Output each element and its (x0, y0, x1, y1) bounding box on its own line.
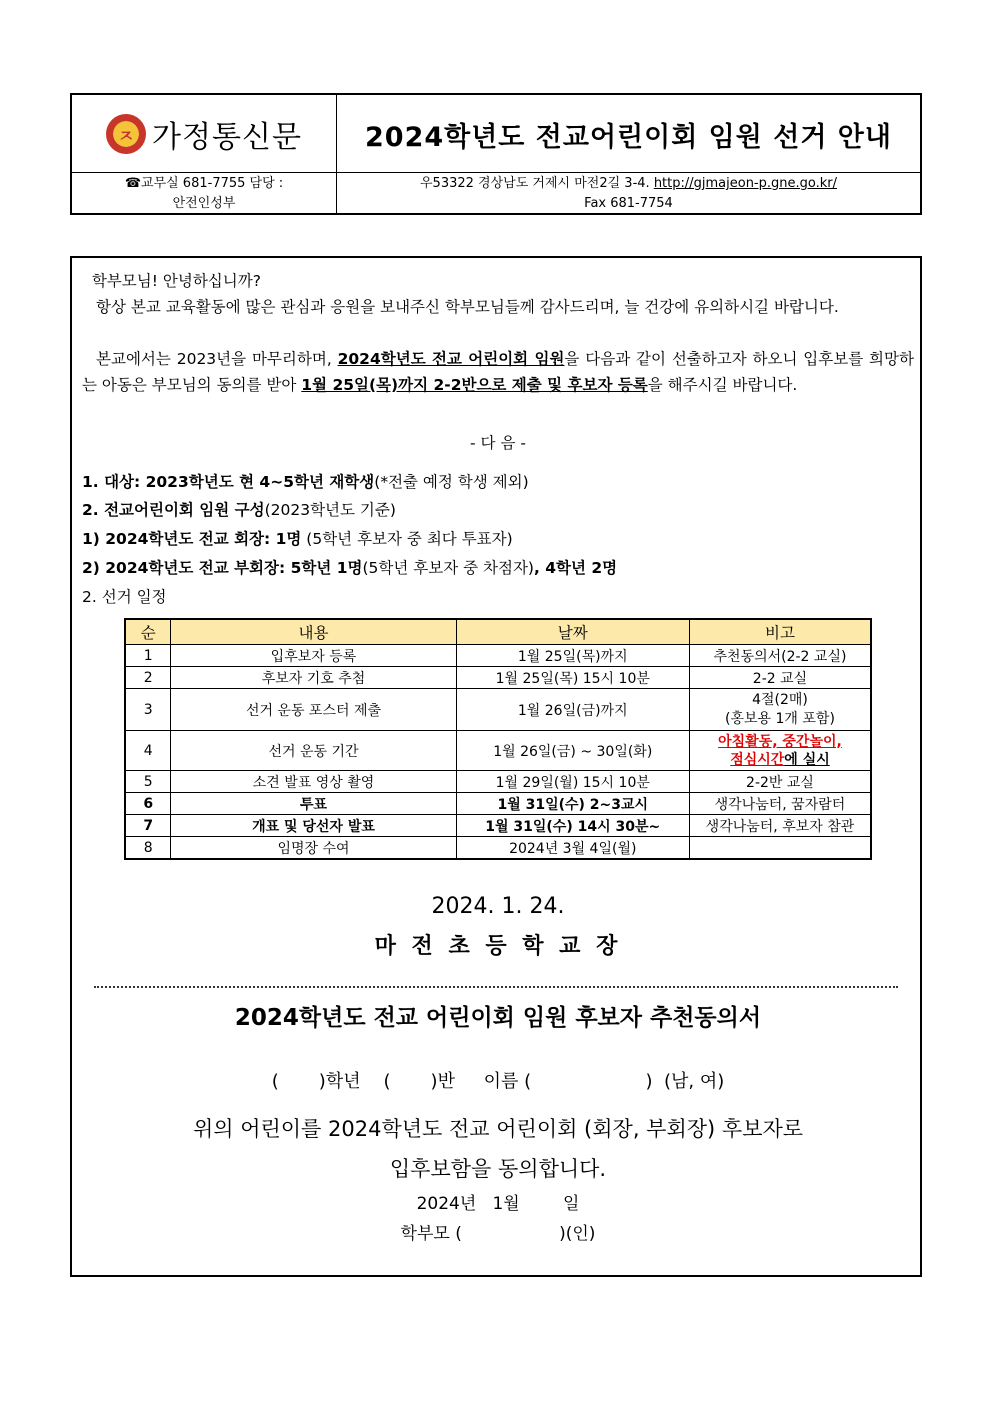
letter-body (70, 256, 922, 1277)
greeting: 학부모님! 안녕하십니까? (91, 272, 261, 290)
fax-number: Fax 681-7754 (584, 196, 673, 211)
paragraph-election: 본교에서는 2023년을 마무리하며, 2024학년도 전교 어린이회 임원을 다음과 같이 선출하고자 하오니 입후보를 희망하는 아동은 부모님의 동의를 받아 1월 25일(목)까지 2-2반으로 제출 및 후보자 등록을 해주시길 바랍니다. (82, 350, 914, 394)
item-vice-president: 2) 2024학년도 전교 부회장: 5학년 1명(5학년 후보자 중 차점자), 4학년 2명 (82, 559, 618, 577)
consent-text-1: 위의 어린이를 2024학년도 전교 어린이회 (회장, 부회장) 후보자로 (192, 1117, 804, 1141)
table-row (125, 689, 871, 731)
cell-content: 입후보자 등록 (171, 645, 456, 667)
principal-signature: 마 전 초 등 학 교 장 (374, 934, 622, 959)
col-header-content: 내용 (171, 619, 456, 645)
table-header-row (125, 619, 871, 645)
table-row (125, 667, 871, 689)
school-address (337, 173, 920, 215)
cell-content: 소견 발표 영상 촬영 (171, 771, 456, 793)
consent-date-line: 2024년 1월 일 (416, 1194, 580, 1214)
col-header-date: 날짜 (456, 619, 689, 645)
table-row (125, 771, 871, 793)
cell-no: 6 (125, 793, 171, 815)
cell-date: 1월 29일(월) 15시 10분 (456, 771, 689, 793)
newsletter-header (70, 93, 922, 215)
cell-no: 3 (125, 689, 171, 731)
consent-form-title: 2024학년도 전교 어린이회 임원 후보자 추천동의서 (234, 1005, 762, 1031)
table-row (125, 815, 871, 837)
school-emblem-icon: ㅈ (106, 114, 146, 154)
cell-date: 2024년 3월 4일(월) (456, 837, 689, 860)
cell-no: 8 (125, 837, 171, 860)
cell-note: 2-2반 교실 (689, 771, 871, 793)
cell-no: 4 (125, 731, 171, 771)
cell-date: 1월 25일(목) 15시 10분 (456, 667, 689, 689)
cell-date: 1월 31일(수) 14시 30분~ (456, 815, 689, 837)
contact-info (72, 173, 336, 215)
cell-date: 1월 25일(목)까지 (456, 645, 689, 667)
cell-note (689, 837, 871, 860)
cell-content: 임명장 수여 (171, 837, 456, 860)
cell-content: 후보자 기호 추첨 (171, 667, 456, 689)
document-title: 2024학년도 전교어린이회 임원 선거 안내 (365, 121, 892, 153)
contact-phone: ☎교무실 681-7755 담당 : (124, 176, 284, 191)
table-row (125, 731, 871, 771)
item-president: 1) 2024학년도 전교 회장: 1명 (5학년 후보자 중 최다 투표자) (82, 530, 513, 548)
next-heading: - 다 음 - (470, 434, 526, 452)
cell-note: 생각나눔터, 후보자 참관 (689, 815, 871, 837)
table-row (125, 837, 871, 860)
cell-content: 선거 운동 기간 (171, 731, 456, 771)
col-header-no: 순 (125, 619, 171, 645)
cell-date: 1월 26일(금)까지 (456, 689, 689, 731)
item-schedule-heading: 2. 선거 일정 (82, 588, 167, 606)
issue-date: 2024. 1. 24. (431, 894, 565, 919)
cell-no: 7 (125, 815, 171, 837)
logo-area (72, 95, 336, 173)
election-schedule-table (124, 618, 872, 860)
cell-date: 1월 26일(금) ~ 30일(화) (456, 731, 689, 771)
student-info-line: ( )학년 ( )반 이름 ( ) (남, 여) (271, 1071, 725, 1092)
header-top-row (72, 95, 920, 173)
newsletter-label: 가정통신문 (152, 120, 302, 155)
header-bottom-row (72, 173, 920, 215)
cut-line (94, 986, 898, 988)
item-composition: 2. 전교어린이회 임원 구성(2023학년도 기준) (82, 501, 396, 519)
cell-content: 선거 운동 포스터 제출 (171, 689, 456, 731)
cell-note: 아침활동, 중간놀이, 점심시간에 실시 (689, 731, 871, 771)
contact-department: 안전인성부 (172, 196, 236, 211)
cell-content: 개표 및 당선자 발표 (171, 815, 456, 837)
cell-note: 4절(2매) (홍보용 1개 포함) (689, 689, 871, 731)
cell-date: 1월 31일(수) 2~3교시 (456, 793, 689, 815)
col-header-note: 비고 (689, 619, 871, 645)
cell-no: 5 (125, 771, 171, 793)
cell-no: 2 (125, 667, 171, 689)
cell-note: 추천동의서(2-2 교실) (689, 645, 871, 667)
school-website-link[interactable]: http://gjmajeon-p.gne.go.kr/ (653, 176, 837, 191)
cell-note: 생각나눔터, 꿈자람터 (689, 793, 871, 815)
parent-signature-line: 학부모 ( )(인) (400, 1224, 596, 1244)
table-row (125, 793, 871, 815)
cell-no: 1 (125, 645, 171, 667)
table-row (125, 645, 871, 667)
cell-note: 2-2 교실 (689, 667, 871, 689)
paragraph-thanks: 항상 본교 교육활동에 많은 관심과 응원을 보내주신 학부모님들께 감사드리며, 늘 건강에 유의하시길 바랍니다. (96, 298, 839, 316)
address-text: 우53322 경상남도 거제시 마전2길 3-4. (420, 176, 650, 191)
consent-text-2: 입후보함을 동의합니다. (389, 1157, 607, 1181)
item-target: 1. 대상: 2023학년도 현 4~5학년 재학생(*전출 예정 학생 제외) (82, 473, 529, 491)
cell-content: 투표 (171, 793, 456, 815)
